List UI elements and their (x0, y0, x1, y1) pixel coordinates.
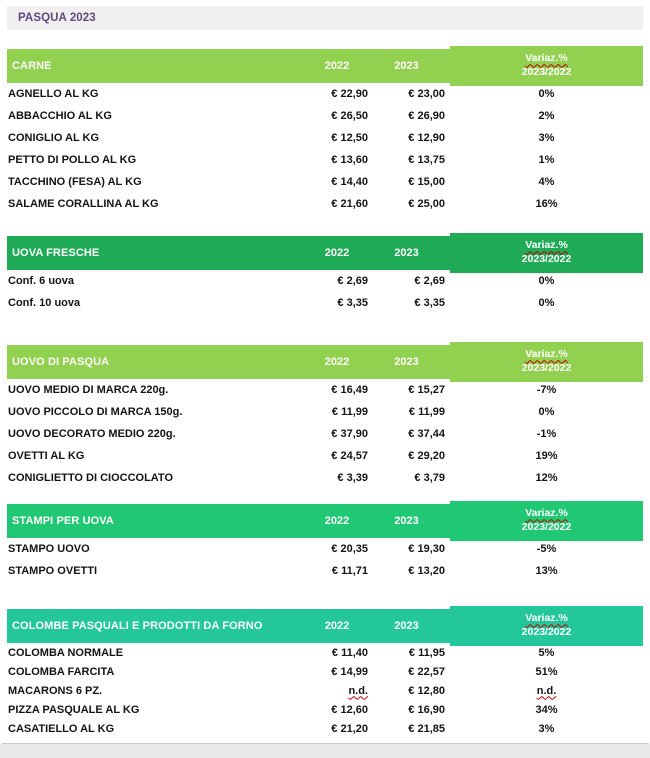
column-header-2022: 2022 (324, 60, 350, 72)
column-header-2023: 2023 (394, 247, 419, 259)
table-header-row (7, 236, 643, 270)
column-header-2022: 2022 (324, 515, 350, 527)
table-category-label: COLOMBE PASQUALI E PRODOTTI DA FORNO (12, 620, 263, 632)
variation-header-line1: Variaz.% (525, 348, 568, 361)
table-header-row (7, 609, 643, 643)
product-label: Conf. 10 uova (8, 297, 81, 309)
product-label: Conf. 6 uova (8, 275, 75, 287)
price-2023: € 12,80 (408, 684, 445, 697)
price-2023: € 12,90 (408, 132, 445, 144)
variation-header-line1: Variaz.% (525, 507, 568, 520)
table-row (7, 270, 643, 292)
price-table-uovo-di-pasqua (7, 345, 643, 489)
price-table-carne (7, 49, 643, 215)
variation-percent (450, 704, 643, 716)
product-label: CONIGLIO AL KG (8, 132, 100, 144)
variation-value: 0% (538, 88, 555, 100)
table-body (7, 83, 643, 215)
variation-percent (450, 666, 643, 678)
table-row (7, 149, 643, 171)
product-label: CONIGLIETTO DI CIOCCOLATO (8, 472, 173, 484)
variation-value: -5% (536, 543, 557, 555)
price-2022: € 11,40 (331, 646, 368, 659)
price-2023: € 16,90 (408, 703, 445, 716)
table-row (7, 379, 643, 401)
table-body (7, 379, 643, 489)
price-2023: € 29,20 (408, 450, 445, 462)
variation-header-line2: 2023/2022 (521, 66, 572, 78)
section-title-bar (7, 6, 643, 30)
table-body (7, 270, 643, 314)
variation-header-line2: 2023/2022 (521, 626, 572, 638)
price-2022: € 14,99 (331, 665, 368, 678)
table-row (7, 83, 643, 105)
table-category-label: CARNE (12, 60, 52, 72)
price-2023: € 3,79 (414, 472, 445, 484)
price-2022: € 11,71 (331, 565, 368, 577)
column-header-variation (450, 501, 643, 541)
variation-header-line2: 2023/2022 (521, 521, 572, 533)
variation-value: 1% (538, 154, 555, 166)
variation-header-line1: Variaz.% (525, 239, 568, 252)
column-header-2022: 2022 (324, 356, 350, 368)
variation-header-line2: 2023/2022 (521, 362, 572, 374)
table-row (7, 560, 643, 582)
variation-value: 3% (538, 722, 555, 735)
table-row (7, 105, 643, 127)
variation-percent (450, 132, 643, 144)
variation-value: 4% (538, 176, 555, 188)
variation-percent (450, 176, 643, 188)
variation-percent (450, 198, 643, 210)
variation-percent (450, 428, 643, 440)
price-2023: € 2,69 (414, 275, 445, 287)
price-2022: € 26,50 (331, 110, 368, 122)
price-2022: € 21,20 (331, 722, 368, 735)
table-row (7, 401, 643, 423)
price-2023: € 26,90 (408, 110, 445, 122)
table-body (7, 538, 643, 582)
price-2023: € 11,99 (408, 406, 445, 418)
table-row (7, 193, 643, 215)
variation-percent (450, 543, 643, 555)
variation-percent (450, 297, 643, 309)
table-header-row (7, 504, 643, 538)
column-header-variation (450, 342, 643, 382)
product-label: COLOMBA NORMALE (8, 646, 124, 659)
product-label: SALAME CORALLINA AL KG (8, 198, 159, 210)
next-section-bar-partial (0, 743, 650, 758)
column-header-2023: 2023 (394, 356, 419, 368)
variation-percent (450, 647, 643, 659)
price-2022: n.d. (348, 684, 368, 697)
table-row (7, 127, 643, 149)
variation-percent (450, 685, 643, 697)
column-header-variation (450, 233, 643, 273)
variation-percent (450, 154, 643, 166)
price-2022: € 20,35 (331, 543, 368, 555)
column-header-variation (450, 606, 643, 646)
variation-header-line1: Variaz.% (525, 612, 568, 625)
price-2023: € 11,95 (408, 646, 445, 659)
price-2022: € 11,99 (331, 406, 368, 418)
column-header-variation (450, 46, 643, 86)
table-category-label: UOVA FRESCHE (12, 247, 100, 259)
column-header-2023: 2023 (394, 515, 419, 527)
price-2023: € 22,57 (408, 665, 445, 678)
variation-value: 0% (538, 406, 555, 418)
price-2022: € 37,90 (331, 428, 368, 440)
table-row (7, 719, 643, 738)
table-row (7, 662, 643, 681)
price-2023: € 37,44 (408, 428, 445, 440)
product-label: PETTO DI POLLO AL KG (8, 154, 137, 166)
price-2023: € 23,00 (408, 88, 445, 100)
variation-value: 3% (538, 132, 555, 144)
variation-percent (450, 472, 643, 484)
table-row (7, 700, 643, 719)
product-label: OVETTI AL KG (8, 450, 85, 462)
variation-value: 34% (535, 703, 558, 716)
price-2022: € 13,60 (331, 154, 368, 166)
variation-percent (450, 384, 643, 396)
price-table-colombe-pasquali-e-prodotti-da-forno (7, 609, 643, 738)
column-header-2023: 2023 (394, 620, 419, 632)
product-label: STAMPO OVETTI (8, 565, 98, 577)
variation-percent (450, 110, 643, 122)
price-2022: € 2,69 (337, 275, 368, 287)
variation-value: 2% (538, 110, 555, 122)
price-2022: € 22,90 (331, 88, 368, 100)
page-title: PASQUA 2023 (18, 12, 96, 24)
variation-percent (450, 275, 643, 287)
product-label: UOVO PICCOLO DI MARCA 150g. (8, 406, 183, 418)
column-header-2022: 2022 (324, 620, 350, 632)
variation-percent (450, 406, 643, 418)
table-category-label: UOVO DI PASQUA (12, 356, 110, 368)
price-2023: € 19,30 (408, 543, 445, 555)
price-2023: € 15,00 (408, 176, 445, 188)
variation-value: -7% (536, 384, 557, 396)
variation-percent (450, 450, 643, 462)
table-row (7, 171, 643, 193)
product-label: CASATIELLO AL KG (8, 722, 115, 735)
price-2022: € 3,39 (337, 472, 368, 484)
table-header-row (7, 49, 643, 83)
table-row (7, 467, 643, 489)
price-2022: € 21,60 (331, 198, 368, 210)
price-2022: € 3,35 (337, 297, 368, 309)
variation-percent (450, 88, 643, 100)
table-header-row (7, 345, 643, 379)
variation-value: 0% (538, 297, 555, 309)
product-label: STAMPO UOVO (8, 543, 90, 555)
table-row (7, 292, 643, 314)
product-label: ABBACCHIO AL KG (8, 110, 112, 122)
variation-value: 13% (535, 565, 558, 577)
table-category-label: STAMPI PER UOVA (12, 515, 114, 527)
price-2022: € 12,50 (331, 132, 368, 144)
variation-value: 51% (535, 665, 558, 678)
price-table-stampi-per-uova (7, 504, 643, 582)
variation-percent (450, 723, 643, 735)
variation-value: 12% (535, 472, 558, 484)
product-label: COLOMBA FARCITA (8, 665, 115, 678)
variation-value: 16% (535, 198, 558, 210)
price-table-uova-fresche (7, 236, 643, 314)
variation-value: 0% (538, 275, 555, 287)
table-row (7, 445, 643, 467)
product-label: MACARONS 6 PZ. (8, 684, 103, 697)
variation-value: 5% (538, 646, 555, 659)
product-label: AGNELLO AL KG (8, 88, 99, 100)
variation-percent (450, 565, 643, 577)
column-header-2022: 2022 (324, 247, 350, 259)
price-2023: € 13,20 (408, 565, 445, 577)
product-label: UOVO MEDIO DI MARCA 220g. (8, 384, 169, 396)
variation-value: n.d. (536, 684, 557, 697)
price-2023: € 13,75 (408, 154, 445, 166)
price-2023: € 25,00 (408, 198, 445, 210)
price-2022: € 12,60 (331, 703, 368, 716)
price-2022: € 16,49 (331, 384, 368, 396)
table-row (7, 423, 643, 445)
price-2023: € 15,27 (408, 384, 445, 396)
table-body (7, 643, 643, 738)
variation-value: 19% (535, 450, 558, 462)
variation-header-line2: 2023/2022 (521, 253, 572, 265)
column-header-2023: 2023 (394, 60, 419, 72)
product-label: TACCHINO (FESA) AL KG (8, 176, 142, 188)
product-label: PIZZA PASQUALE AL KG (8, 703, 140, 716)
price-2023: € 21,85 (408, 722, 445, 735)
table-row (7, 538, 643, 560)
product-label: UOVO DECORATO MEDIO 220g. (8, 428, 176, 440)
price-2023: € 3,35 (414, 297, 445, 309)
table-row (7, 681, 643, 700)
price-tables-container (7, 49, 643, 738)
price-2022: € 14,40 (331, 176, 368, 188)
price-2022: € 24,57 (331, 450, 368, 462)
variation-header-line1: Variaz.% (525, 52, 568, 65)
variation-value: -1% (536, 428, 557, 440)
